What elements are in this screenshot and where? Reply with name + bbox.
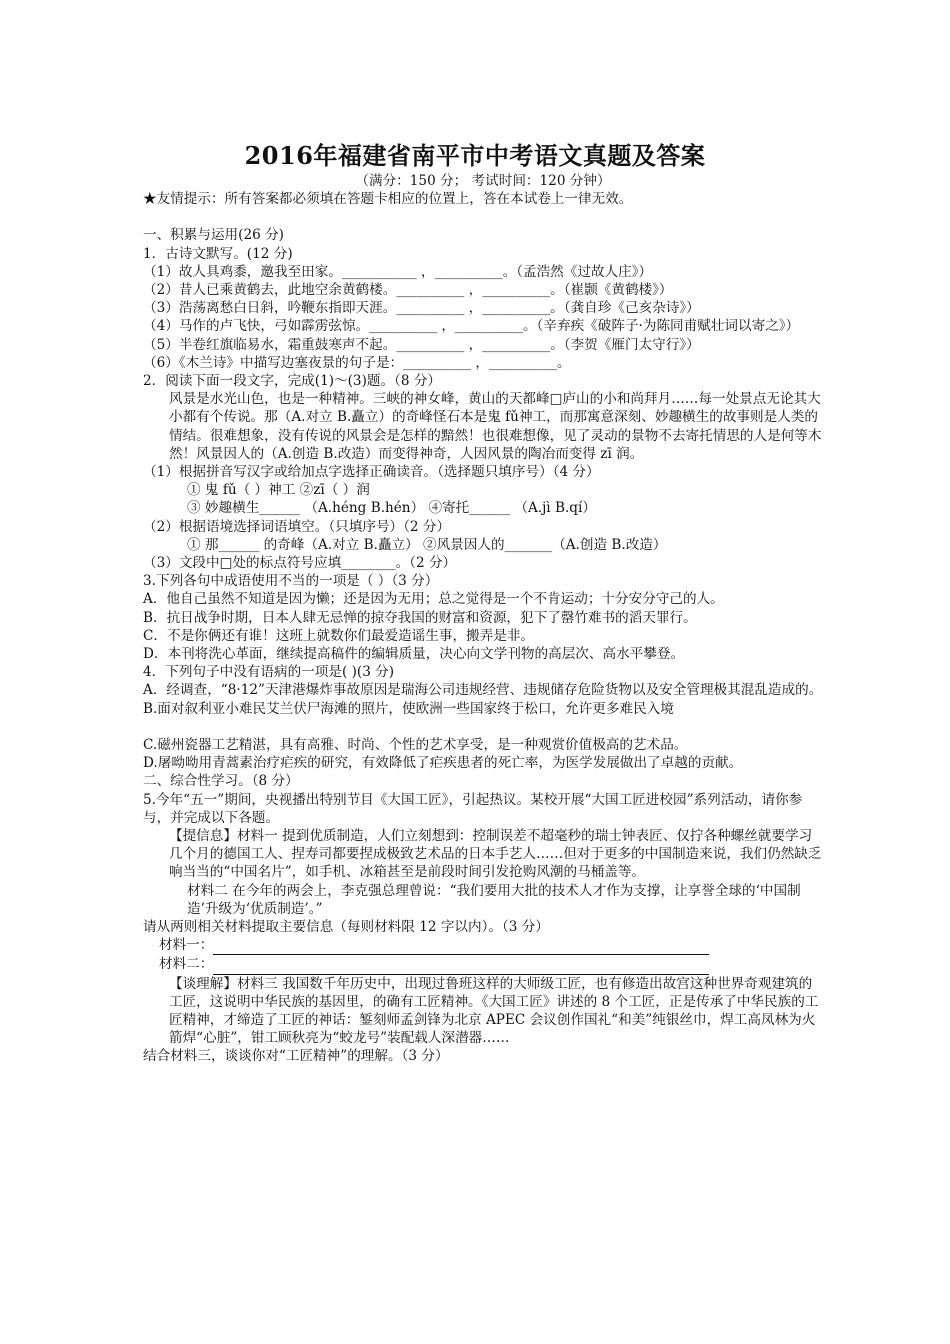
friendly-tip: ★友情提示：所有答案都必须填在答题卡相应的位置上，答在本试卷上一律无效。 (143, 191, 633, 208)
question-item: 结合材料三，谈谈你对“工匠精神”的理解。（3 分） (143, 1048, 449, 1065)
exam-meta: （满分：150 分； 考试时间：120 分钟） (355, 173, 611, 189)
material-one: 【提信息】材料一 提到优质制造，人们立刻想到：控制误差不超毫秒的瑞士钟表匠、仅拧各种螺丝就要学习几个月的德国工人、捏寿司都要捏成极致艺术品的日本手艺人……但对于更多的中国制造来说，我们仍然缺乏响当当的“中国名片”，如手机、冰箱甚至是前段时间引发抢购风潮的马桶盖等。 (169, 827, 822, 881)
question-item: （3）浩荡离愁白日斜，吟鞭东指即天涯。__________ ，__________。（龚自珍《己亥杂诗》） (143, 300, 700, 317)
material-three: 【谈理解】材料三 我国数千年历史中，出现过鲁班这样的大师级工匠，也有修造出故宫这种世界奇观建筑的工匠，这说明中华民族的基因里，的确有工匠精神。《大国工匠》讲述的 8 个工匠，正是传承了中华民族的工匠精神，才缔造了工匠的神话：錾刻师孟剑锋为北京 APEC 会议创作国礼“和美”纯银丝巾，焊工高凤林为火箭焊“心脏”，钳工顾秋亮为“蛟龙号”装配载人深潜器…… (169, 975, 819, 1047)
answer-line (143, 955, 823, 974)
question-heading: 4．下列句子中没有语病的一项是( )(3 分) (143, 664, 395, 681)
answer-option: B.面对叙利亚小难民艾兰伏尸海滩的照片，使欧洲一些国家终于松口，允许更多难民入境 (143, 700, 674, 717)
answer-option: C．不是你俩还有谁！这班上就数你们最爱造谣生事，搬弄是非。 (143, 627, 535, 644)
answer-option: D.屠呦呦用青蒿素治疗疟疾的研究，有效降低了疟疾患者的死亡率，为医学发展做出了卓越的贡献。 (143, 755, 743, 772)
question-item: （1）根据拼音写汉字或给加点字选择正确读音。（选择题只填序号）（4 分） (143, 464, 600, 481)
page-title: 2016年福建省南平市中考语文真题及答案 (244, 141, 706, 170)
question-item: 请从两则相关材料提取主要信息（每则材料限 12 字以内）。（3 分） (143, 918, 549, 935)
question-item: （2）昔人已乘黄鹤去，此地空余黄鹤楼。__________ ，__________。（崔颢《黄鹤楼》） (143, 282, 673, 299)
question-heading: 3.下列各句中成语使用不当的一项是（ ）（3 分） (143, 573, 439, 590)
question-item: （2）根据语境选择词语填空。（只填序号）（2 分） (143, 518, 451, 535)
question-item: ③ 妙趣横生______ （A.héng B.hén） ④寄托______ （A.jì B.qí） (187, 500, 596, 517)
answer-line (143, 936, 823, 955)
answer-blank (213, 955, 709, 974)
answer-label: 材料二： (159, 956, 214, 973)
question-item: ① 鬼 fǔ（ ）神工 ②zī（ ）润 (187, 482, 370, 499)
answer-option: A．经调查，“8·12”天津港爆炸事故原因是瑞海公司违规经营、违规储存危险货物以及安全管理极其混乱造成的。 (143, 682, 823, 699)
question-heading: 1．古诗文默写。(12 分) (143, 245, 293, 262)
section-heading: 二、综合性学习。（8 分） (143, 773, 299, 790)
question-heading: 2．阅读下面一段文字，完成(1)～(3)题。（8 分） (143, 373, 442, 390)
answer-option: B．抗日战争时期，日本人肆无忌惮的掠夺我国的财富和资源，犯下了罄竹难书的滔天罪行。 (143, 609, 697, 626)
question-heading: 5.今年“五一”期间，央视播出特别节目《大国工匠》，引起热议。某校开展“大国工匠进校园”系列活动，请你参与，并完成以下各题。 (143, 791, 803, 826)
answer-label: 材料一： (159, 937, 214, 954)
answer-option: C.磁州瓷器工艺精湛，具有高雅、时尚、个性的艺术享受，是一种观赏价值极高的艺术品。 (143, 736, 688, 753)
section-heading: 一、积累与运用(26 分) (143, 227, 284, 244)
question-item: （6）《木兰诗》中描写边塞夜景的句子是：__________ ，__________。 (143, 354, 571, 371)
question-item: （1）故人具鸡黍，邀我至田家。___________ ，__________。（孟浩然《过故人庄》） (143, 263, 653, 280)
question-item: （3）文段中□处的标点符号应填________。（2 分） (143, 555, 457, 572)
reading-passage: 风景是水光山色，也是一种精神。三峡的神女峰，黄山的天都峰□庐山的小和尚拜月……每一处景点无论其大小都有个传说。那（A.对立 B.矗立）的奇峰怪石本是鬼 fǔ神工，而那寓意深刻、妙趣横生的故事则是人类的情结。很难想象，没有传说的风景会是怎样的黯然！也很难想像，见了灵动的景物不去寄托情思的人是何等木然！风景因人的（A.创造 B.改造）而变得神奇，人因风景的陶冶而变得 zī 润。 (169, 391, 822, 462)
question-item: （5）半卷红旗临易水，霜重鼓寒声不起。__________ ，__________。（李贺《雁门太守行》） (143, 336, 700, 353)
answer-blank (213, 936, 709, 955)
question-item: ① 那______ 的奇峰（A.对立 B.矗立） ②风景因人的_______（A.创造 B.改造） (187, 536, 667, 553)
answer-option: D．本刊将洗心革面，继续提高稿件的编辑质量，决心向文学刊物的高层次、高水平攀登。 (143, 646, 685, 663)
exam-content (143, 172, 823, 1066)
answer-option: A．他自己虽然不知道是因为懒；还是因为无用；总之觉得是一个不肯运动；十分安分守己的人。 (143, 591, 724, 608)
material-two: 材料二 在今年的两会上，李克强总理曾说：“我们要用大批的技术人才作为支撑，让享誉全球的‘中国制造’升级为‘优质制造’。” (187, 882, 801, 917)
question-item: （4）马作的卢飞快，弓如霹雳弦惊。__________ ，__________。（辛弃疾《破阵子·为陈同甫赋壮词以寄之》） (143, 318, 800, 335)
